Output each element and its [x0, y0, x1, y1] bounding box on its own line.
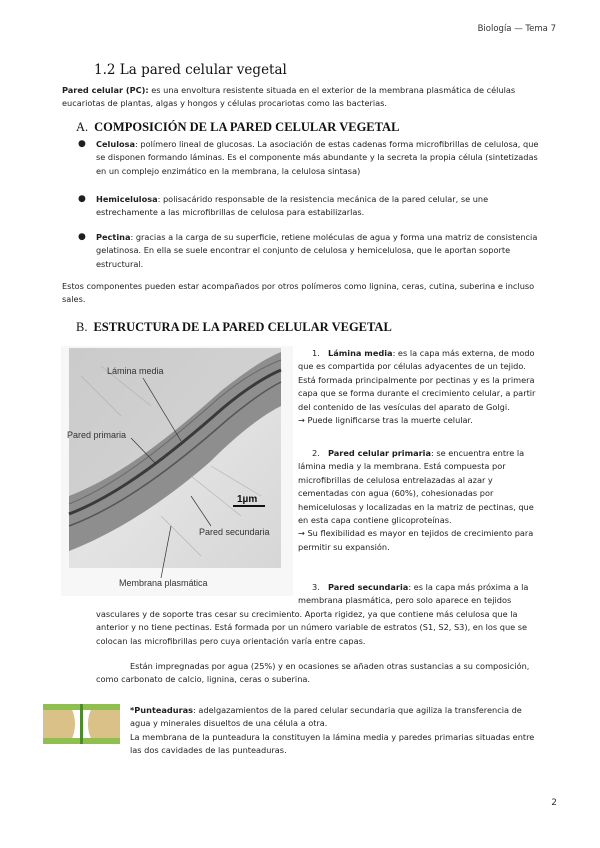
- item-pared-primaria: [298, 447, 544, 554]
- bullet-text: : polímero lineal de glucosas. La asociación de estas cadenas forma microfibrillas de celulosa, que se disponen formando láminas. Es el componente más abundante y la secreta la propia célula (sintetizadas en un complejo enzimático en la membrana, la celulosa sintasa): [96, 139, 539, 176]
- bullet-dot-icon: ●: [78, 194, 86, 204]
- item-pared-secundaria: [298, 581, 544, 608]
- punteaduras-note: [130, 704, 542, 758]
- label-pared-primaria: Pared primaria: [67, 430, 127, 440]
- page-number: 2: [551, 798, 557, 808]
- item-term: Pared celular primaria: [328, 448, 431, 458]
- item-term: Lámina media: [328, 348, 393, 358]
- heading-a-letter: A.: [76, 120, 89, 134]
- scale-label: 1µm: [237, 494, 258, 505]
- heading-b-text: ESTRUCTURA DE LA PARED CELULAR VEGETAL: [93, 320, 392, 334]
- heading-b-letter: B.: [76, 320, 88, 334]
- punteadura-illustration: [43, 700, 120, 748]
- running-header: Biología — Tema 7: [477, 24, 556, 34]
- heading-estructura: [76, 320, 392, 335]
- bullet-dot-icon: ●: [78, 232, 86, 242]
- punteaduras-text2: La membrana de la punteadura la constituyen la lámina media y paredes primarias situadas entre las dos cavidades de las punteaduras.: [130, 731, 535, 756]
- item-lamina-media: [298, 347, 544, 427]
- label-pared-secundaria: Pared secundaria: [199, 527, 270, 537]
- label-membrana-plasmatica: Membrana plasmática: [119, 578, 208, 588]
- bullet-text: : gracias a la carga de su superficie, retiene moléculas de agua y forma una matriz de consistencia gelatinosa. En ella se suele encontrar el conjunto de celulosa y hemicelulosa, que le aportan soporte estructural.: [96, 232, 538, 269]
- punteaduras-term: *Punteaduras: [130, 705, 194, 715]
- heading-composicion: [76, 120, 399, 135]
- label-lamina-media: Lámina media: [107, 366, 164, 376]
- item-text: : se encuentra entre la lámina media y la membrana. Está compuesta por microfibrillas de celulosa entrelazadas al azar y cementadas con agua (60%), cohesionadas por hemicelulosas y localizadas en la matriz de pectinas, que en esta capa contiene glicoproteínas.: [298, 448, 534, 526]
- bullet-pectina: [78, 231, 542, 271]
- item-number: 2.: [312, 448, 320, 458]
- bullet-term: Hemicelulosa: [96, 194, 158, 204]
- bullet-hemicelulosa: [78, 193, 542, 220]
- cell-wall-micrograph: [61, 346, 293, 596]
- bullet-term: Pectina: [96, 232, 131, 242]
- bullet-celulosa: [78, 138, 542, 178]
- intro-term: Pared celular (PC):: [62, 85, 149, 95]
- bullet-term: Celulosa: [96, 139, 136, 149]
- item-text: : es la capa más externa, de modo que es compartida por células adyacentes de un tejido. Está formada principalmente por pectinas y es la primera capa que se forma durante el crecimiento celular, a partir del contenido de las vesículas del aparato de Golgi.: [298, 348, 536, 412]
- item-note: → Su flexibilidad es mayor en tejidos de crecimiento para permitir su expansión.: [298, 528, 534, 552]
- punteadura-membrane: [80, 704, 83, 744]
- heading-a-text: COMPOSICIÓN DE LA PARED CELULAR VEGETAL: [94, 120, 400, 134]
- bullet-dot-icon: ●: [78, 139, 86, 149]
- item-note: → Puede lignificarse tras la muerte celular.: [298, 415, 473, 426]
- punteaduras-text: : adelgazamientos de la pared celular secundaria que agiliza la transferencia de agua y minerales disueltos de una célula a otra.: [130, 705, 522, 729]
- intro-text: es una envoltura resistente situada en el exterior de la membrana plasmática de células eucariotas de plantas, algas y hongos y células procariotas como las bacterias.: [62, 85, 516, 109]
- item-text: : es la capa más próxima a la membrana plasmática, pero solo aparece en tejidos: [298, 582, 529, 606]
- item-pared-secundaria-impregnation: Están impregnadas por agua (25%) y en ocasiones se añaden otras sustancias a su composición, como carbonato de calcio, lignina, ceras o suberina.: [96, 661, 530, 685]
- item-number: 1.: [312, 348, 320, 358]
- bullet-text: : polisacárido responsable de la resistencia mecánica de la pared celular, se une estrechamente a las microfibrillas de celulosa para estabilizarlas.: [96, 194, 489, 218]
- item-pared-secundaria-continued: vasculares y de soporte tras cesar su crecimiento. Aporta rigidez, ya que contiene más celulosa que la anterior y no tiene pectinas. Está formada por un número variable de estratos (S1, S2, S3), en los que se colocan las microfibrillas pero cuya orientación varía entre capas.: [96, 609, 528, 646]
- section-title: 1.2 La pared celular vegetal: [94, 62, 287, 78]
- composition-outro: Estos componentes pueden estar acompañados por otros polímeros como lignina, ceras, cutina, suberina e incluso sales.: [62, 281, 535, 305]
- item-number: 3.: [312, 582, 320, 592]
- item-term: Pared secundaria: [328, 582, 409, 592]
- intro-paragraph: [62, 84, 542, 111]
